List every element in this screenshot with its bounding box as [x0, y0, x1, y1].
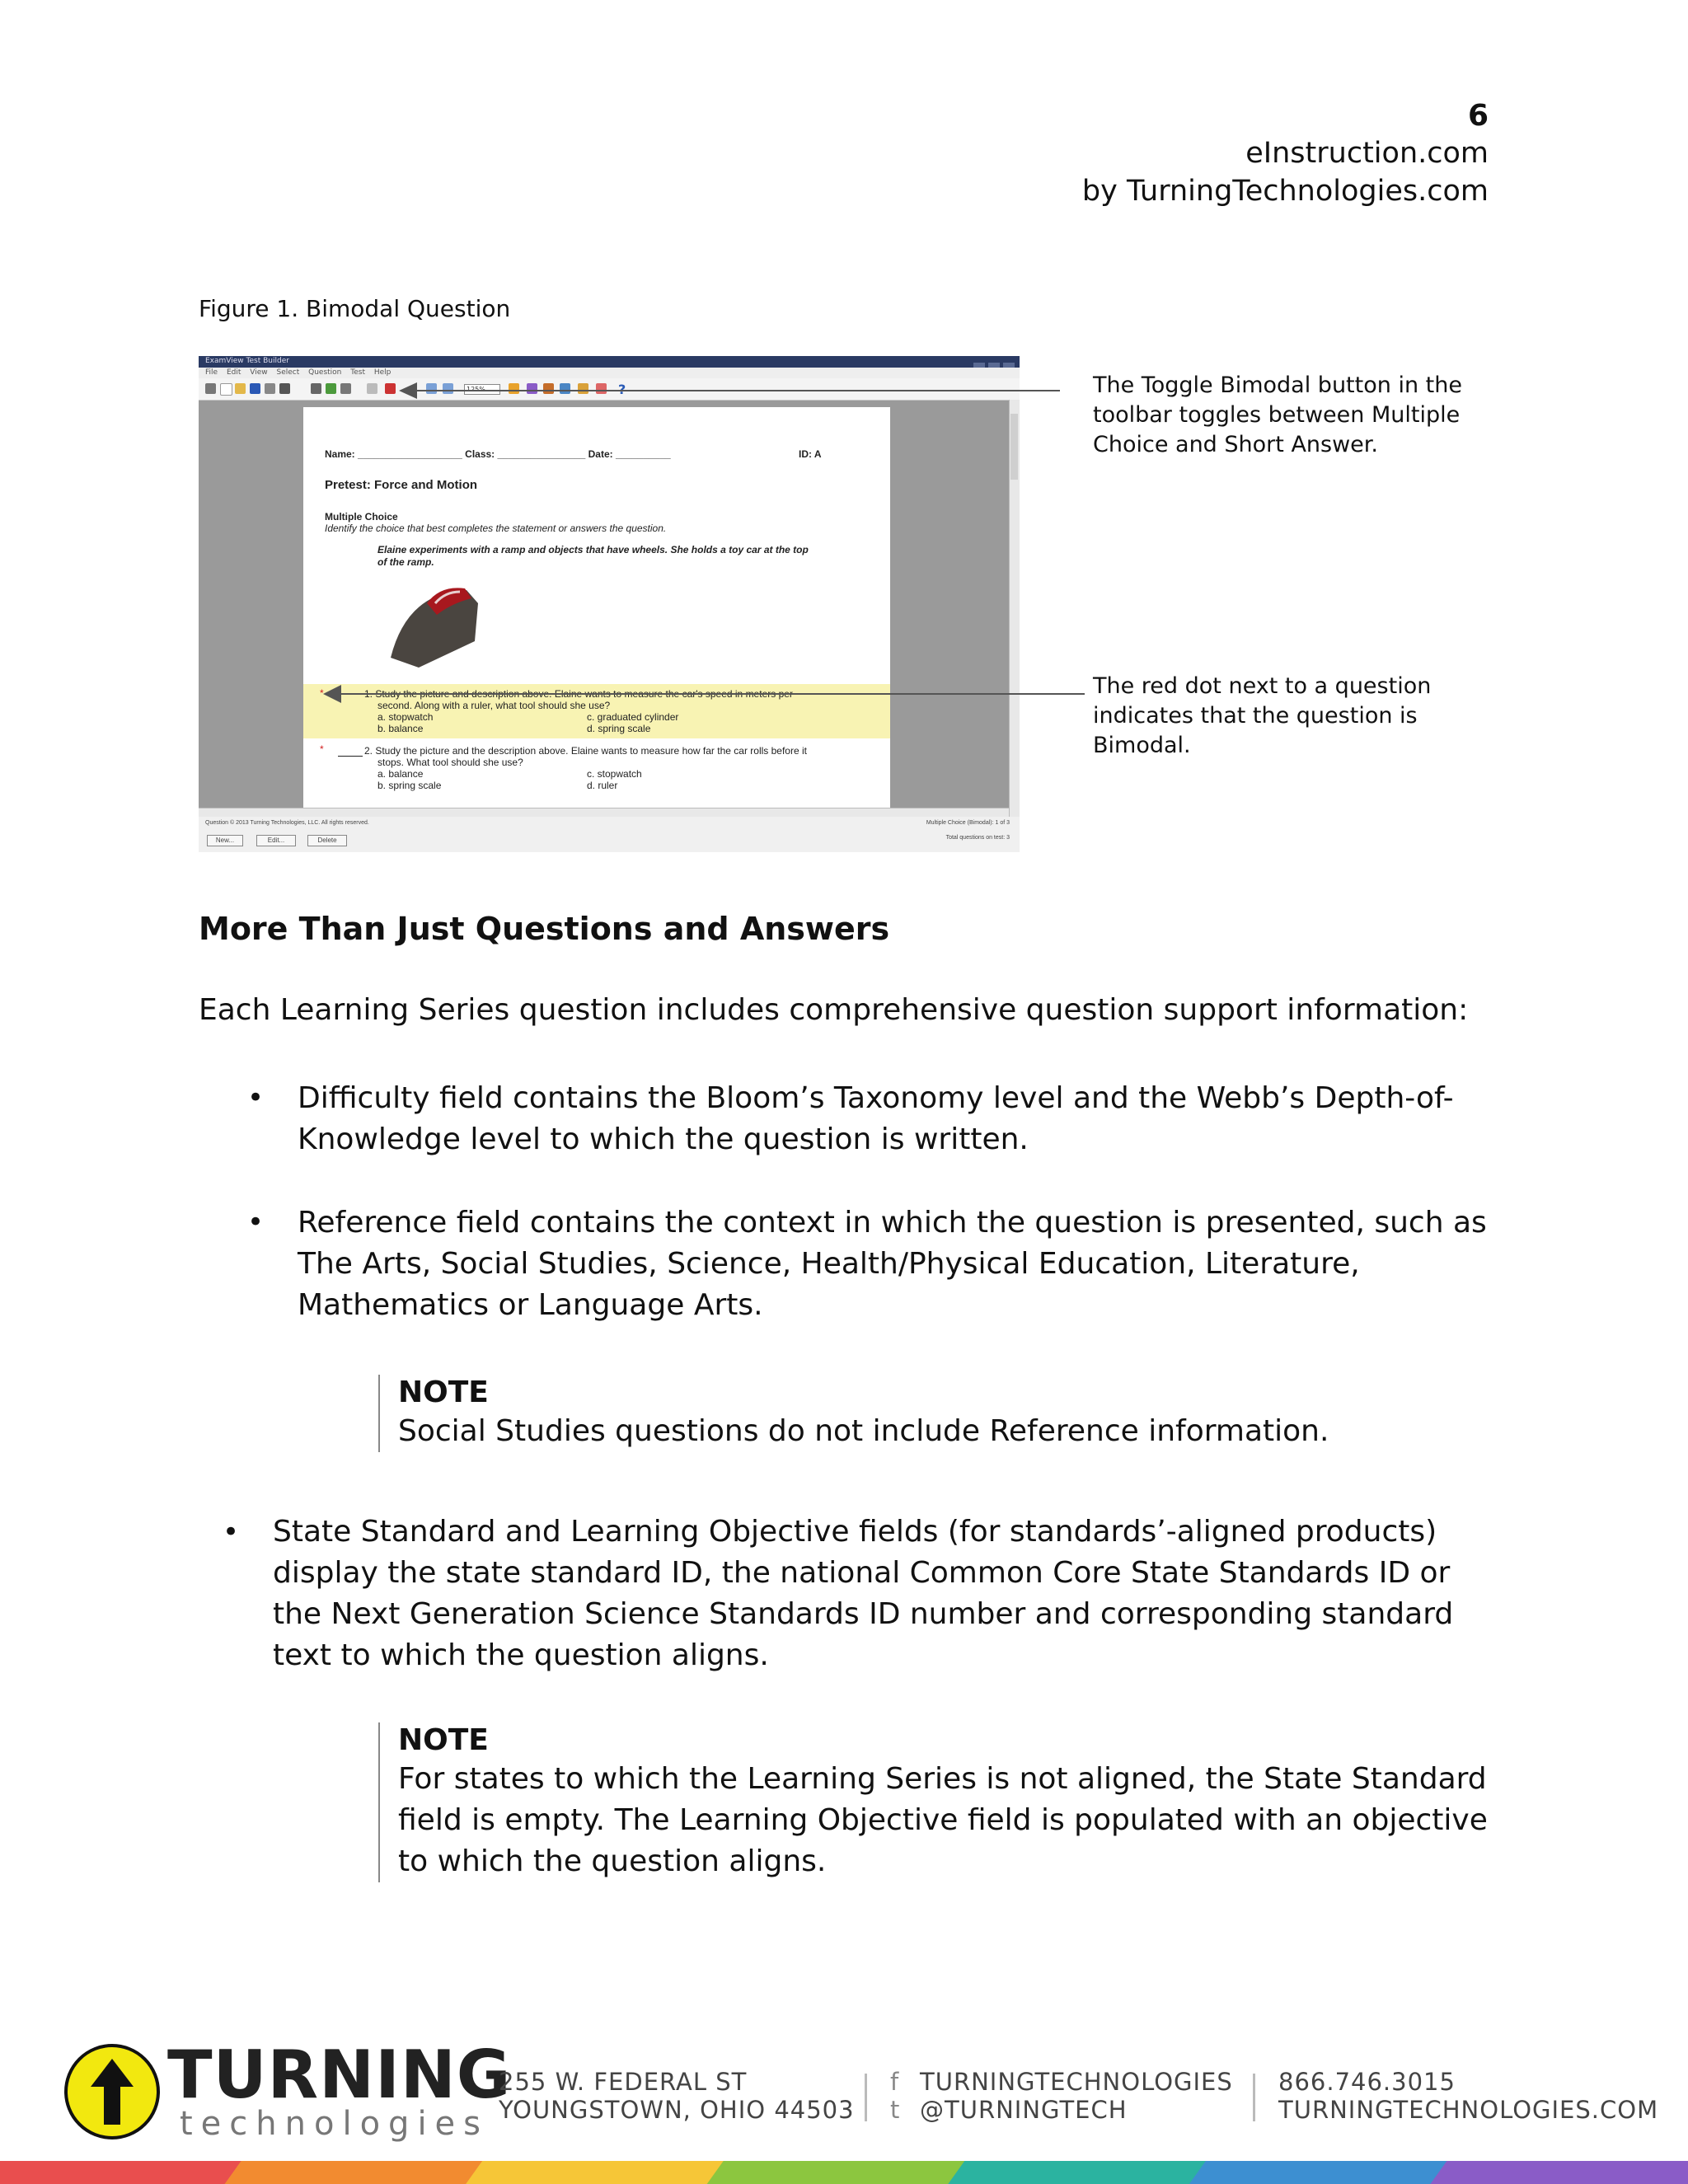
logo-subword: technologies: [180, 2105, 489, 2143]
tool-icon: [560, 383, 570, 394]
twitter-handle: @TURNINGTECH: [920, 2096, 1128, 2124]
tool-icon: [543, 383, 554, 394]
phone-number: 866.746.3015: [1278, 2068, 1456, 2096]
tool-icon: [527, 383, 537, 394]
stripe-segment: [948, 2161, 1222, 2184]
edit-button: Edit...: [256, 835, 296, 846]
test-page: [303, 407, 890, 836]
menu-question: Question: [308, 368, 342, 377]
note-box: [378, 1722, 1503, 1882]
passage-line: of the ramp.: [377, 556, 434, 568]
footer-address: [499, 2068, 855, 2124]
bullet: •: [247, 1081, 265, 1114]
header-site: eInstruction.com: [1245, 137, 1489, 170]
choice-b: b. spring scale: [377, 780, 442, 791]
instruction: Identify the choice that best completes the statement or answers the question.: [325, 523, 667, 534]
stripe-segment: [225, 2161, 499, 2184]
spell-icon: [326, 383, 336, 394]
toggle-bimodal-annotation: The Toggle Bimodal button in the toolbar toggles between Multiple Choice and Short Answer.: [1093, 373, 1462, 457]
bullet: •: [223, 1516, 240, 1549]
grid-icon: [443, 383, 453, 394]
menu-test: Test: [350, 368, 365, 377]
choice-c: c. stopwatch: [587, 768, 642, 780]
window-title: ExamView Test Builder: [205, 357, 289, 365]
print-icon: [265, 383, 275, 394]
total-questions-status: Total questions on test: 3: [945, 835, 1010, 841]
stripe-segment: [1189, 2161, 1464, 2184]
footer-contact: [1278, 2068, 1658, 2124]
question-2-stem: stops. What tool should she use?: [377, 757, 523, 768]
section-label: Multiple Choice: [325, 511, 398, 523]
arrow-icon: [399, 382, 417, 399]
name-line: Name: ___________________ Class: ________________ Date: __________: [325, 448, 671, 460]
passage-line: Elaine experiments with a ramp and objects that have wheels. She holds a toy car at the top: [377, 544, 809, 555]
note-body: For states to which the Learning Series is not aligned, the State Standard field is empty. The Learning Objective field is populated with an objective to which the question aligns.: [398, 1762, 1488, 1878]
toy-car-ramp-image: [386, 579, 485, 671]
stripe-segment: [466, 2161, 740, 2184]
reddot-leader-line: [338, 693, 1085, 695]
website: TURNINGTECHNOLOGIES.COM: [1278, 2096, 1659, 2124]
status-bar: [199, 817, 1020, 852]
copyright-text: Question © 2013 Turning Technologies, LLC. All rights reserved.: [205, 820, 369, 826]
red-dot-icon: *: [320, 743, 324, 755]
bullet-standards: State Standard and Learning Objective fields (for standards’-aligned products) display the state standard ID, the national Common Core State Standards ID or the Next Generation Science Standards ID number and corresponding standard text to which the question aligns.: [273, 1515, 1454, 1672]
list-icon: [426, 383, 437, 394]
new-icon: [220, 383, 232, 396]
note-body: Social Studies questions do not include Reference information.: [398, 1414, 1329, 1448]
twitter-icon: t: [890, 2096, 901, 2124]
scroll-thumb: [1010, 414, 1018, 480]
social-icons: [890, 2068, 900, 2124]
delete-button: Delete: [307, 835, 347, 846]
figure-screenshot: [199, 356, 1020, 852]
page-number: 6: [1467, 99, 1489, 133]
menu-edit: Edit: [226, 368, 241, 377]
red-dot-icon: *: [320, 687, 324, 699]
menu-view: View: [250, 368, 268, 377]
answer-blank: [338, 756, 363, 757]
toggle-bimodal-icon: [385, 383, 396, 394]
facebook-icon: f: [890, 2068, 900, 2096]
address-street: 255 W. FEDERAL ST: [499, 2068, 748, 2096]
preview-icon: [279, 383, 290, 394]
section-title: More Than Just Questions and Answers: [199, 911, 890, 947]
question-1-stem: second. Along with a ruler, what tool should she use?: [377, 700, 611, 711]
figure-caption: Figure 1. Bimodal Question: [199, 295, 511, 322]
question-2-stem: 2. Study the picture and the description above. Elaine wants to measure how far the car rolls before it: [364, 745, 807, 757]
choice-b: b. balance: [377, 723, 424, 734]
format-icon: [340, 383, 351, 394]
choice-d: d. spring scale: [587, 723, 651, 734]
intro-paragraph: Each Learning Series question includes comprehensive question support information:: [199, 993, 1469, 1027]
logo-wordmark: TURNING: [167, 2036, 512, 2113]
stripe-segment: [0, 2161, 258, 2184]
id-label: ID: A: [799, 448, 822, 460]
stripe-segment: [707, 2161, 982, 2184]
menu-help: Help: [373, 368, 392, 377]
tool-icon: [578, 383, 588, 394]
red-dot-annotation: The red dot next to a question indicates that the question is Bimodal.: [1093, 673, 1432, 758]
footer-divider: [1253, 2074, 1255, 2121]
menu-select: Select: [276, 368, 300, 377]
find-icon: [311, 383, 321, 394]
header-byline: by TurningTechnologies.com: [1081, 175, 1489, 208]
menu-bar: [199, 368, 1020, 378]
toggle-leader-line: [412, 390, 1060, 391]
tool-icon: [509, 383, 519, 394]
stripe-segment: [1430, 2161, 1688, 2184]
tool-icon: [596, 383, 607, 394]
edit-icon: [367, 383, 377, 394]
menu-file: File: [205, 368, 218, 377]
save-icon: [250, 383, 260, 394]
footer-social: [920, 2068, 1233, 2124]
bullet-difficulty: Difficulty field contains the Bloom’s Taxonomy level and the Webb’s Depth-of-Knowledge level to which the question is written.: [298, 1081, 1454, 1156]
note-heading: NOTE: [398, 1376, 489, 1409]
test-title: Pretest: Force and Motion: [325, 478, 478, 492]
question-type-status: Multiple Choice (Bimodal): 1 of 3: [926, 820, 1010, 826]
turning-logo-icon: [64, 2044, 160, 2139]
footer-divider: [865, 2074, 867, 2121]
note-box: [378, 1375, 1651, 1452]
new-button: New...: [207, 835, 243, 846]
color-stripe: [0, 2161, 1688, 2184]
address-city: YOUNGSTOWN, OHIO 44503: [499, 2096, 855, 2124]
choice-a: a. stopwatch: [377, 711, 434, 723]
window-titlebar: [199, 356, 1020, 368]
note-heading: NOTE: [398, 1723, 489, 1757]
bullet-reference: Reference field contains the context in which the question is presented, such as The Arts, Social Studies, Science, Health/Physical Education, Literature, Mathematics or Language Arts.: [298, 1206, 1487, 1322]
open-icon: [235, 383, 246, 394]
facebook-handle: TURNINGTECHNOLOGIES: [920, 2068, 1233, 2096]
arrow-icon: [323, 685, 341, 703]
choice-c: c. graduated cylinder: [587, 711, 679, 723]
pointer-icon: [205, 383, 216, 394]
bullet: •: [247, 1206, 265, 1239]
choice-a: a. balance: [377, 768, 424, 780]
choice-d: d. ruler: [587, 780, 618, 791]
